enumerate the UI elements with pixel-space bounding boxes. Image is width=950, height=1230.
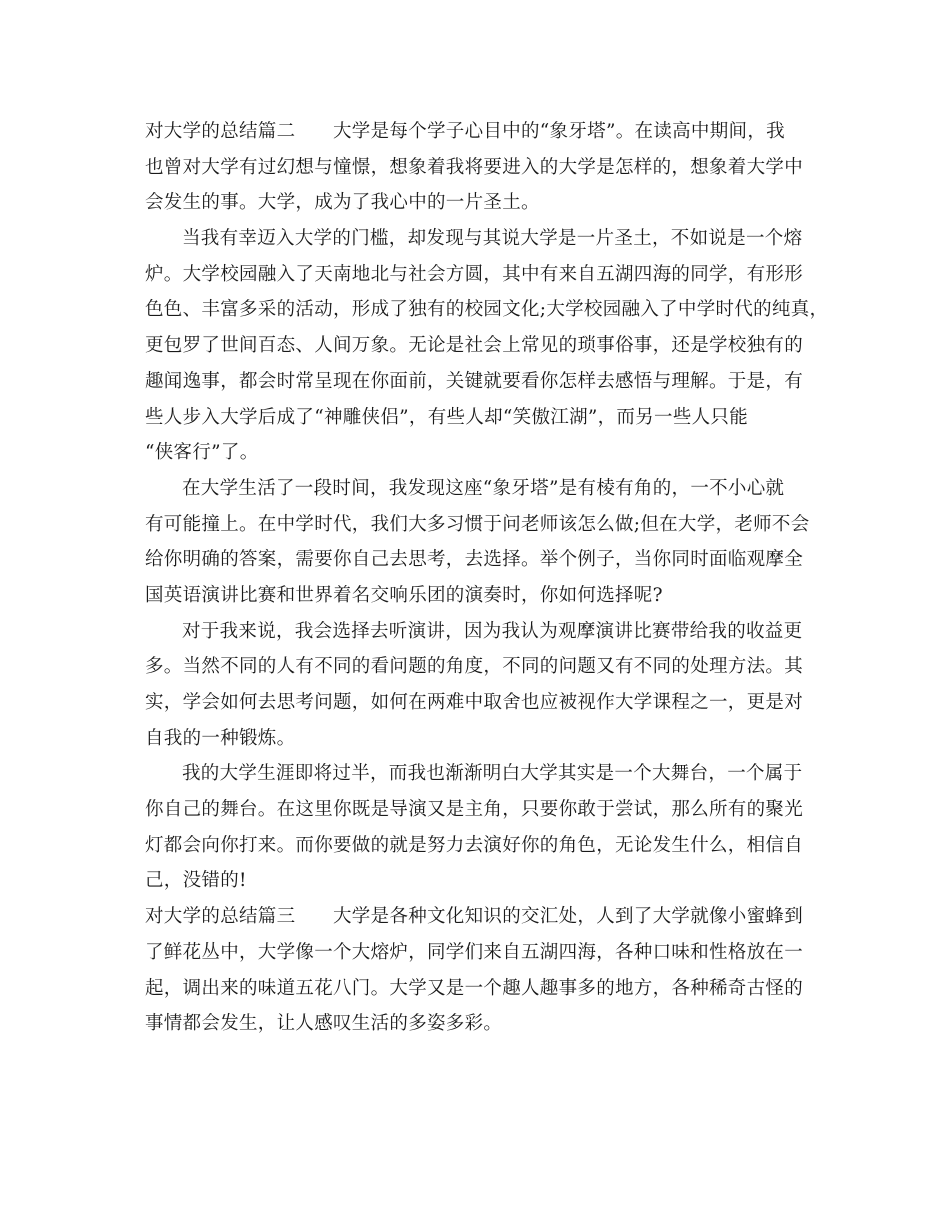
text-line-paragraph-start: 对于我来说，我会选择去听演讲，因为我认为观摩演讲比赛带给我的收益更: [182, 620, 803, 642]
text-line: 更包罗了世间百态、人间万象。无论是社会上常见的琐事俗事，还是学校独有的: [145, 335, 804, 357]
text-line: 灯都会向你打来。而你要做的就是努力去演好你的角色，无论发生什么，相信自: [145, 834, 804, 856]
text-line: 多。当然不同的人有不同的看问题的角度，不同的问题又有不同的处理方法。其: [145, 656, 804, 678]
text-line: 炉。大学校园融入了天南地北与社会方圆，其中有来自五湖四海的同学，有形形: [145, 263, 804, 285]
text-line: 会发生的事。大学，成为了我心中的一片圣土。: [145, 192, 540, 214]
text-line: 有可能撞上。在中学时代，我们大多习惯于问老师该怎么做;但在大学，老师不会: [145, 513, 810, 535]
text-line: “侠客行”了。: [145, 442, 259, 464]
text-line: 也曾对大学有过幻想与憧憬，想象着我将要进入的大学是怎样的，想象着大学中: [145, 156, 804, 178]
text-line: 了鲜花丛中，大学像一个大熔炉，同学们来自五湖四海，各种口味和性格放在一: [145, 941, 804, 963]
document-body: [145, 114, 829, 1042]
text-line: 给你明确的答案，需要你自己去思考，去选择。举个例子，当你同时面临观摩全: [145, 549, 804, 571]
text-line: 色色、丰富多采的活动，形成了独有的校园文化;大学校园融入了中学时代的纯真，: [145, 299, 829, 321]
text-line-section-two-heading: 对大学的总结篇二 大学是每个学子心目中的“象牙塔”。在读高中期间，我: [145, 121, 785, 142]
text-line: 己，没错的!: [145, 870, 247, 892]
text-line: 些人步入大学后成了“神雕侠侣”，有些人却“笑傲江湖”，而另一些人只能: [145, 406, 749, 428]
text-line-section-three-heading: 对大学的总结篇三 大学是各种文化知识的交汇处，人到了大学就像小蜜蜂到: [145, 906, 804, 928]
text-line: 实，学会如何去思考问题，如何在两难中取舍也应被视作大学课程之一，更是对: [145, 692, 804, 713]
text-line: 事情都会发生，让人感叹生活的多姿多彩。: [145, 1013, 503, 1035]
text-line: 你自己的舞台。在这里你既是导演又是主角，只要你敢于尝试，那么所有的聚光: [145, 799, 804, 821]
text-line: 趣闻逸事，都会时常呈现在你面前，关键就要看你怎样去感悟与理解。于是，有: [145, 370, 804, 392]
text-line: 起，调出来的味道五花八门。大学又是一个趣人趣事多的地方，各种稀奇古怪的: [145, 977, 804, 999]
text-line-paragraph-start: 我的大学生涯即将过半，而我也渐渐明白大学其实是一个大舞台，一个属于: [182, 763, 803, 785]
text-line: 自我的一种锻炼。: [145, 727, 296, 749]
text-line: 国英语演讲比赛和世界着名交响乐团的演奏时，你如何选择呢?: [145, 584, 663, 606]
text-line-paragraph-start: 在大学生活了一段时间，我发现这座“象牙塔”是有棱有角的，一不小心就: [182, 477, 785, 499]
text-line-paragraph-start: 当我有幸迈入大学的门槛，却发现与其说大学是一片圣土，不如说是一个熔: [182, 228, 803, 250]
